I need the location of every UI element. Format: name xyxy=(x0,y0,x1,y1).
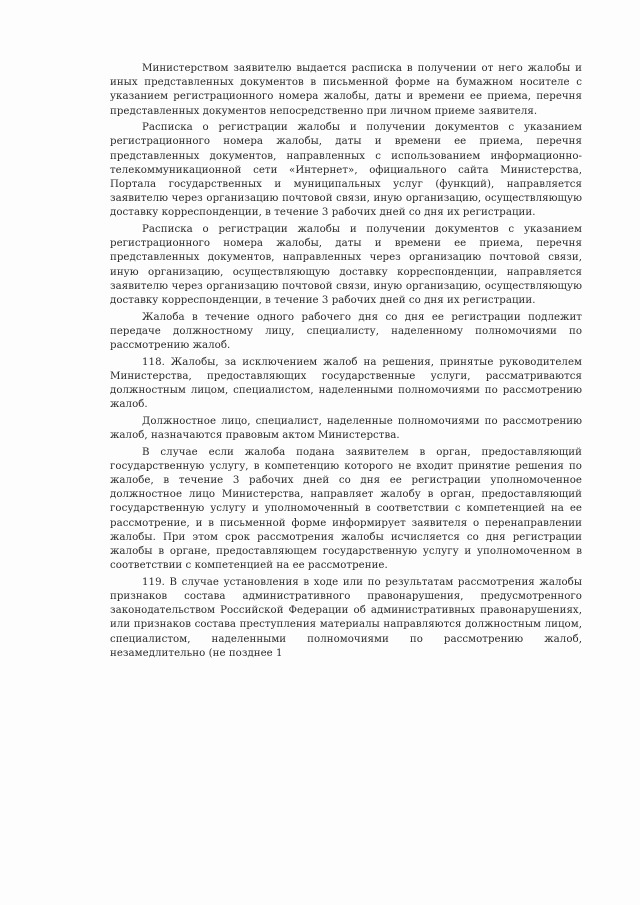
paragraph-119: 119. В случае установления в ходе или по результатам рассмотрения жалобы признаков состава административного правонарушения, предусмотренного законодательством Российской Федерации об административных правонарушениях, или признаков состава преступления материалы направляются должностным лицом, специалистом, наделенными полномочиями по рассмотрению жалоб, незамедлительно (не позднее 1 xyxy=(110,576,582,659)
document-body xyxy=(110,62,582,663)
paragraph-receipt-postal: Расписка о регистрации жалобы и получении документов с указанием регистрационного номера жалобы, даты и времени ее приема, перечня представленных документов, направленных через организацию почтовой связи, иную организацию, осуществляющую доставку корреспонденции, направляется заявителю через организацию почтовой связи, иную организацию, осуществляющую доставку корреспонденции, в течение 3 рабочих дней со дня их регистрации. xyxy=(110,224,582,307)
paragraph-transfer-to-official: Жалоба в течение одного рабочего дня со дня ее регистрации подлежит передаче должностному лицу, специалисту, наделенному полномочиями по рассмотрению жалоб. xyxy=(110,311,582,352)
paragraph-118: 118. Жалобы, за исключением жалоб на решения, принятые руководителем Министерства, предоставляющих государственные услуги, рассматриваются должностным лицом, специалистом, наделенными полномочиями по рассмотрению жалоб. xyxy=(110,356,582,411)
paragraph-appointment: Должностное лицо, специалист, наделенные полномочиями по рассмотрению жалоб, назначаются правовым актом Министерства. xyxy=(110,415,582,442)
paragraph-redirect: В случае если жалоба подана заявителем в орган, предоставляющий государственную услугу, в компетенцию которого не входит принятие решения по жалобе, в течение 3 рабочих дней со дня ее регистрации уполномоченное должностное лицо Министерства, направляет жалобу в орган, предоставляющий государственную услугу и уполномоченный в соответствии с компетенцией на ее рассмотрение, и в письменной форме информирует заявителя о перенаправлении жалобы. При этом срок рассмотрения жалобы исчисляется со дня регистрации жалобы в органе, предоставляющем государственную услугу и уполномоченном в соответствии с компетенцией на ее рассмотрение. xyxy=(110,446,582,572)
paragraph-receipt-online: Расписка о регистрации жалобы и получении документов с указанием регистрационного номера жалобы, даты и времени ее приема, перечня представленных документов, направленных с использованием информационно-телекоммуникационной сети «Интернет», официального сайта Министерства, Портала государственных и муниципальных услуг (функций), направляется заявителю через организацию почтовой связи, иную организацию, осуществляющую доставку корреспонденции, в течение 3 рабочих дней со дня их регистрации. xyxy=(110,122,582,219)
paragraph-receipt-in-person: Министерством заявителю выдается расписка в получении от него жалобы и иных представленных документов в письменной форме на бумажном носителе с указанием регистрационного номера жалобы, даты и времени ее приема, перечня представленных документов непосредственно при личном приеме заявителя. xyxy=(110,63,582,117)
